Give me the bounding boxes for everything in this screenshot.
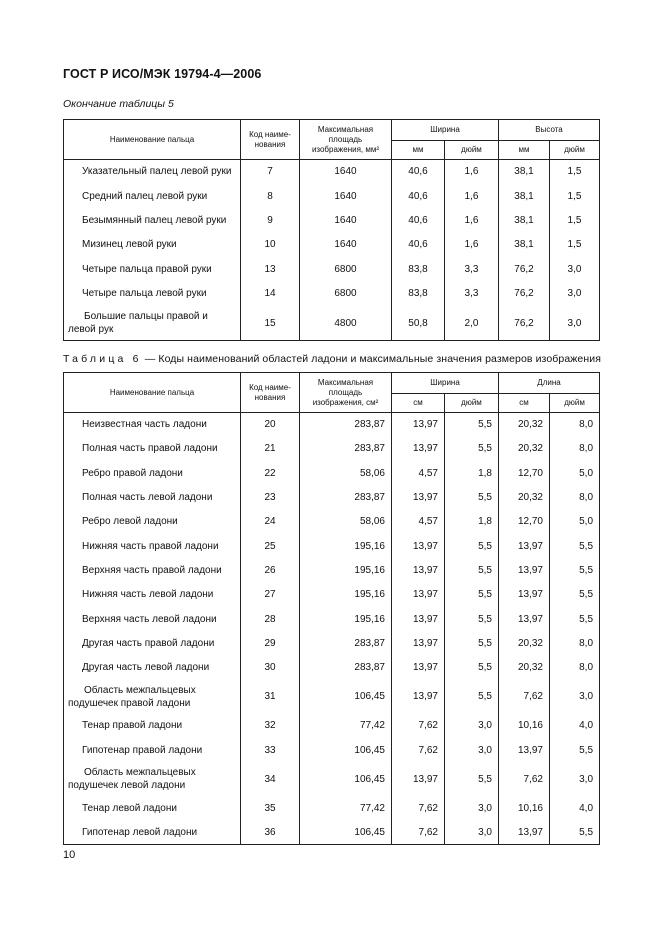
- header-area: Максимальная площадь изображения, см²: [300, 373, 392, 413]
- cell-h-mm: 76,2: [499, 257, 550, 281]
- cell-l-in: 5,0: [550, 510, 600, 534]
- cell-area: 283,87: [300, 655, 392, 679]
- header-area: Максимальная площадь изображения, мм²: [300, 120, 392, 160]
- cell-l-in: 8,0: [550, 413, 600, 437]
- header-height: Высота: [499, 120, 600, 141]
- table-row: [64, 762, 600, 796]
- cell-l-in: 3,0: [550, 680, 600, 714]
- cell-l-cm: 13,97: [499, 821, 550, 845]
- table-row: [64, 796, 600, 820]
- table6-body: [64, 413, 600, 845]
- cell-w-cm: 13,97: [392, 558, 445, 582]
- cell-code: 33: [241, 738, 300, 762]
- header-height-inch: дюйм: [550, 141, 600, 160]
- header-name: Наименование пальца: [64, 120, 241, 160]
- cell-w-cm: 7,62: [392, 821, 445, 845]
- cell-code: 26: [241, 558, 300, 582]
- page-number: 10: [63, 849, 76, 861]
- cell-w-in: 5,5: [445, 413, 499, 437]
- cell-code: 24: [241, 510, 300, 534]
- cell-name: Другая часть левой ладони: [64, 655, 241, 679]
- table-6: [63, 372, 600, 845]
- cell-l-cm: 20,32: [499, 655, 550, 679]
- cell-l-cm: 13,97: [499, 738, 550, 762]
- cell-w-in: 5,5: [445, 607, 499, 631]
- cell-code: 13: [241, 257, 300, 281]
- cell-name: Полная часть правой ладони: [64, 437, 241, 461]
- cell-l-in: 5,5: [550, 558, 600, 582]
- cell-l-cm: 7,62: [499, 762, 550, 796]
- cell-name: Большие пальцы правой и левой рук: [64, 306, 241, 341]
- cell-w-in: 1,6: [445, 208, 499, 232]
- cell-code: 30: [241, 655, 300, 679]
- cell-w-in: 2,0: [445, 306, 499, 341]
- table-row: [64, 607, 600, 631]
- cell-w-cm: 13,97: [392, 762, 445, 796]
- header-length: Длина: [499, 373, 600, 394]
- cell-area: 283,87: [300, 631, 392, 655]
- cell-l-cm: 20,32: [499, 485, 550, 509]
- cell-area: 283,87: [300, 437, 392, 461]
- cell-l-cm: 10,16: [499, 796, 550, 820]
- table-row: [64, 655, 600, 679]
- cell-w-cm: 7,62: [392, 738, 445, 762]
- table-row: [64, 306, 600, 341]
- cell-l-in: 4,0: [550, 714, 600, 738]
- cell-l-in: 8,0: [550, 485, 600, 509]
- cell-l-cm: 20,32: [499, 631, 550, 655]
- table-row: [64, 714, 600, 738]
- cell-area: 1640: [300, 208, 392, 232]
- header-width-mm: мм: [392, 141, 445, 160]
- cell-h-in: 3,0: [550, 257, 600, 281]
- cell-l-cm: 20,32: [499, 413, 550, 437]
- cell-area: 195,16: [300, 534, 392, 558]
- cell-h-in: 1,5: [550, 160, 600, 184]
- cell-w-cm: 13,97: [392, 680, 445, 714]
- cell-code: 23: [241, 485, 300, 509]
- cell-area: 106,45: [300, 762, 392, 796]
- cell-w-in: 3,0: [445, 714, 499, 738]
- cell-name: Средний палец левой руки: [64, 184, 241, 208]
- cell-name: Область межпальцевых подушечек левой ладони: [64, 762, 241, 796]
- cell-l-cm: 13,97: [499, 534, 550, 558]
- cell-l-in: 5,5: [550, 583, 600, 607]
- cell-name: Другая часть правой ладони: [64, 631, 241, 655]
- cell-h-in: 3,0: [550, 306, 600, 341]
- cell-w-in: 3,0: [445, 738, 499, 762]
- cell-h-mm: 38,1: [499, 208, 550, 232]
- cell-l-in: 8,0: [550, 655, 600, 679]
- cell-w-mm: 40,6: [392, 160, 445, 184]
- cell-w-mm: 40,6: [392, 184, 445, 208]
- cell-l-cm: 12,70: [499, 461, 550, 485]
- table-row: [64, 631, 600, 655]
- cell-l-in: 3,0: [550, 762, 600, 796]
- cell-w-cm: 13,97: [392, 413, 445, 437]
- cell-name: Верхняя часть правой ладони: [64, 558, 241, 582]
- cell-w-cm: 13,97: [392, 437, 445, 461]
- cell-code: 34: [241, 762, 300, 796]
- table6-caption-text: — Коды наименований областей ладони и максимальные значения размеров изображения: [141, 353, 601, 365]
- table-row: [64, 821, 600, 845]
- cell-area: 77,42: [300, 796, 392, 820]
- cell-w-in: 3,3: [445, 281, 499, 305]
- cell-w-in: 5,5: [445, 583, 499, 607]
- cell-w-in: 5,5: [445, 534, 499, 558]
- cell-code: 27: [241, 583, 300, 607]
- cell-h-in: 1,5: [550, 208, 600, 232]
- table-row: [64, 738, 600, 762]
- cell-area: 106,45: [300, 680, 392, 714]
- cell-w-in: 5,5: [445, 762, 499, 796]
- cell-l-in: 5,5: [550, 821, 600, 845]
- cell-w-in: 5,5: [445, 631, 499, 655]
- cell-area: 106,45: [300, 821, 392, 845]
- table-5: [63, 119, 600, 341]
- cell-name: Полная часть левой ладони: [64, 485, 241, 509]
- cell-name: Нижняя часть левой ладони: [64, 583, 241, 607]
- cell-code: 15: [241, 306, 300, 341]
- table-row: [64, 680, 600, 714]
- cell-w-cm: 13,97: [392, 485, 445, 509]
- cell-h-mm: 76,2: [499, 281, 550, 305]
- cell-code: 25: [241, 534, 300, 558]
- header-width-inch: дюйм: [445, 394, 499, 413]
- header-length-cm: см: [499, 394, 550, 413]
- cell-name: Гипотенар левой ладони: [64, 821, 241, 845]
- cell-w-cm: 13,97: [392, 631, 445, 655]
- cell-w-mm: 83,8: [392, 281, 445, 305]
- table-row: [64, 160, 600, 184]
- cell-code: 35: [241, 796, 300, 820]
- cell-name: Ребро правой ладони: [64, 461, 241, 485]
- cell-area: 6800: [300, 257, 392, 281]
- cell-area: 6800: [300, 281, 392, 305]
- cell-w-in: 3,3: [445, 257, 499, 281]
- cell-name: Безымянный палец левой руки: [64, 208, 241, 232]
- cell-l-cm: 13,97: [499, 607, 550, 631]
- cell-h-mm: 38,1: [499, 233, 550, 257]
- table-row: [64, 461, 600, 485]
- header-width: Ширина: [392, 373, 499, 394]
- document-header: ГОСТ Р ИСО/МЭК 19794-4—2006: [63, 67, 262, 81]
- header-length-inch: дюйм: [550, 394, 600, 413]
- table-row: [64, 233, 600, 257]
- cell-w-in: 1,6: [445, 233, 499, 257]
- cell-name: Указательный палец левой руки: [64, 160, 241, 184]
- cell-w-cm: 4,57: [392, 461, 445, 485]
- cell-h-mm: 76,2: [499, 306, 550, 341]
- cell-w-mm: 83,8: [392, 257, 445, 281]
- cell-area: 195,16: [300, 558, 392, 582]
- header-name: Наименование пальца: [64, 373, 241, 413]
- cell-code: 20: [241, 413, 300, 437]
- cell-code: 29: [241, 631, 300, 655]
- table-row: [64, 413, 600, 437]
- cell-code: 7: [241, 160, 300, 184]
- cell-area: 195,16: [300, 583, 392, 607]
- cell-l-cm: 7,62: [499, 680, 550, 714]
- cell-l-in: 8,0: [550, 631, 600, 655]
- cell-code: 10: [241, 233, 300, 257]
- table-row: [64, 583, 600, 607]
- table6-caption: [63, 353, 601, 365]
- cell-name: Четыре пальца левой руки: [64, 281, 241, 305]
- cell-area: 58,06: [300, 461, 392, 485]
- cell-code: 14: [241, 281, 300, 305]
- cell-w-in: 3,0: [445, 796, 499, 820]
- cell-area: 58,06: [300, 510, 392, 534]
- cell-area: 106,45: [300, 738, 392, 762]
- cell-area: 1640: [300, 160, 392, 184]
- table-row: [64, 437, 600, 461]
- cell-l-in: 8,0: [550, 437, 600, 461]
- cell-h-in: 1,5: [550, 184, 600, 208]
- table-row: [64, 558, 600, 582]
- table-row: [64, 510, 600, 534]
- cell-l-cm: 13,97: [499, 558, 550, 582]
- header-width: Ширина: [392, 120, 499, 141]
- cell-name: Четыре пальца правой руки: [64, 257, 241, 281]
- cell-l-in: 5,5: [550, 534, 600, 558]
- cell-name: Верхняя часть левой ладони: [64, 607, 241, 631]
- cell-w-cm: 13,97: [392, 583, 445, 607]
- cell-w-in: 1,8: [445, 510, 499, 534]
- cell-w-in: 5,5: [445, 655, 499, 679]
- header-height-mm: мм: [499, 141, 550, 160]
- cell-w-cm: 13,97: [392, 655, 445, 679]
- cell-w-cm: 7,62: [392, 796, 445, 820]
- cell-code: 21: [241, 437, 300, 461]
- cell-code: 31: [241, 680, 300, 714]
- cell-name: Область межпальцевых подушечек правой ладони: [64, 680, 241, 714]
- table5-caption: Окончание таблицы 5: [63, 98, 174, 110]
- cell-area: 283,87: [300, 485, 392, 509]
- cell-h-mm: 38,1: [499, 184, 550, 208]
- cell-name: Тенар правой ладони: [64, 714, 241, 738]
- cell-w-in: 1,8: [445, 461, 499, 485]
- cell-code: 36: [241, 821, 300, 845]
- cell-area: 283,87: [300, 413, 392, 437]
- table-row: [64, 184, 600, 208]
- cell-h-mm: 38,1: [499, 160, 550, 184]
- cell-w-in: 5,5: [445, 485, 499, 509]
- cell-name: Тенар левой ладони: [64, 796, 241, 820]
- cell-w-mm: 50,8: [392, 306, 445, 341]
- table-row: [64, 257, 600, 281]
- cell-l-in: 4,0: [550, 796, 600, 820]
- cell-h-in: 1,5: [550, 233, 600, 257]
- cell-code: 22: [241, 461, 300, 485]
- cell-code: 9: [241, 208, 300, 232]
- cell-code: 32: [241, 714, 300, 738]
- table-row: [64, 208, 600, 232]
- cell-l-cm: 20,32: [499, 437, 550, 461]
- cell-l-in: 5,5: [550, 607, 600, 631]
- cell-name: Неизвестная часть ладони: [64, 413, 241, 437]
- cell-w-in: 3,0: [445, 821, 499, 845]
- table6-caption-label: Таблица 6: [63, 353, 142, 365]
- cell-area: 4800: [300, 306, 392, 341]
- cell-code: 8: [241, 184, 300, 208]
- cell-w-in: 5,5: [445, 558, 499, 582]
- cell-area: 1640: [300, 184, 392, 208]
- cell-area: 195,16: [300, 607, 392, 631]
- header-width-inch: дюйм: [445, 141, 499, 160]
- cell-l-cm: 10,16: [499, 714, 550, 738]
- cell-w-in: 1,6: [445, 160, 499, 184]
- cell-w-cm: 13,97: [392, 607, 445, 631]
- cell-area: 77,42: [300, 714, 392, 738]
- cell-w-cm: 4,57: [392, 510, 445, 534]
- cell-l-in: 5,0: [550, 461, 600, 485]
- cell-w-mm: 40,6: [392, 233, 445, 257]
- cell-code: 28: [241, 607, 300, 631]
- cell-name: Гипотенар правой ладони: [64, 738, 241, 762]
- cell-name: Мизинец левой руки: [64, 233, 241, 257]
- cell-l-cm: 12,70: [499, 510, 550, 534]
- table-row: [64, 485, 600, 509]
- cell-w-in: 5,5: [445, 680, 499, 714]
- cell-name: Ребро левой ладони: [64, 510, 241, 534]
- cell-w-in: 1,6: [445, 184, 499, 208]
- cell-w-cm: 13,97: [392, 534, 445, 558]
- header-width-cm: см: [392, 394, 445, 413]
- cell-h-in: 3,0: [550, 281, 600, 305]
- cell-w-in: 5,5: [445, 437, 499, 461]
- cell-l-cm: 13,97: [499, 583, 550, 607]
- table-row: [64, 534, 600, 558]
- header-code: Код наиме-нования: [241, 373, 300, 413]
- table5-body: [64, 160, 600, 341]
- cell-area: 1640: [300, 233, 392, 257]
- table-row: [64, 281, 600, 305]
- cell-w-cm: 7,62: [392, 714, 445, 738]
- cell-w-mm: 40,6: [392, 208, 445, 232]
- header-code: Код наиме-нования: [241, 120, 300, 160]
- cell-l-in: 5,5: [550, 738, 600, 762]
- cell-name: Нижняя часть правой ладони: [64, 534, 241, 558]
